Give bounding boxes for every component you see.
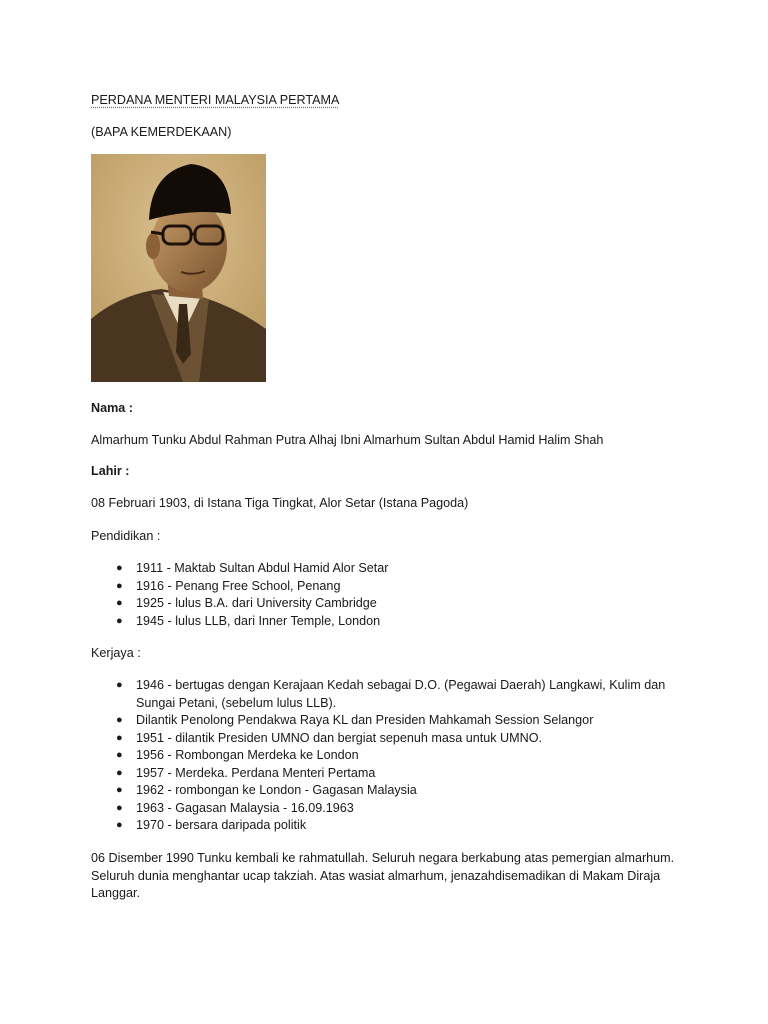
bullet-icon: ● [116,749,123,761]
portrait-photo [91,154,266,382]
lahir-label: Lahir : [91,464,130,478]
list-item: ● Dilantik Penolong Pendakwa Raya KL dan Presiden Mahkamah Session Selangor [91,712,681,730]
list-item: ● 1963 - Gagasan Malaysia - 16.09.1963 [91,800,681,818]
bullet-icon: ● [116,801,123,814]
bullet-icon: ● [116,819,123,831]
list-item: ● 1962 - rombongan ke London - Gagasan Malaysia [91,782,681,800]
list-item: ● 1957 - Merdeka. Perdana Menteri Pertama [91,765,681,783]
list-item: ● 1951 - dilantik Presiden UMNO dan bergiat sepenuh masa untuk UMNO. [91,730,681,748]
document-title: PERDANA MENTERI MALAYSIA PERTAMA [91,93,340,107]
bullet-icon: ● [116,714,123,726]
document-subtitle: (BAPA KEMERDEKAAN) [91,125,232,139]
closing-paragraph: 06 Disember 1990 Tunku kembali ke rahmatullah. Seluruh negara berkabung atas pemergian almarhum. Seluruh dunia menghantar ucap takziah. Atas wasiat almarhum, jenazahdisemadikan di Makam Diraja Langgar. [91,851,675,900]
pendidikan-label: Pendidikan : [91,529,161,543]
list-item: ● 1916 - Penang Free School, Penang [91,578,681,596]
list-item: ● 1911 - Maktab Sultan Abdul Hamid Alor Setar [91,560,681,578]
list-item: ● 1970 - bersara daripada politik [91,817,681,835]
kerjaya-list [91,677,681,835]
bullet-icon: ● [116,579,123,592]
bullet-icon: ● [116,597,123,609]
list-item: ● 1945 - lulus LLB, dari Inner Temple, London [91,613,681,631]
kerjaya-label: Kerjaya : [91,646,141,660]
bullet-icon: ● [116,562,123,574]
lahir-value: 08 Februari 1903, di Istana Tiga Tingkat, Alor Setar (Istana Pagoda) [91,496,469,510]
bullet-icon: ● [116,784,123,796]
bullet-icon: ● [116,679,123,691]
nama-value: Almarhum Tunku Abdul Rahman Putra Alhaj Ibni Almarhum Sultan Abdul Hamid Halim Shah [91,433,604,447]
list-item: ● 1946 - bertugas dengan Kerajaan Kedah sebagai D.O. (Pegawai Daerah) Langkawi, Kulim dan Sungai Petani, (sebelum lulus LLB). [116,678,666,710]
bullet-icon: ● [116,614,123,627]
bullet-icon: ● [116,731,123,744]
pendidikan-list [91,560,681,630]
list-item: ● 1956 - Rombongan Merdeka ke London [91,747,681,765]
list-item: ● 1925 - lulus B.A. dari University Cambridge [91,595,681,613]
bullet-icon: ● [116,766,123,779]
nama-label: Nama : [91,401,133,415]
